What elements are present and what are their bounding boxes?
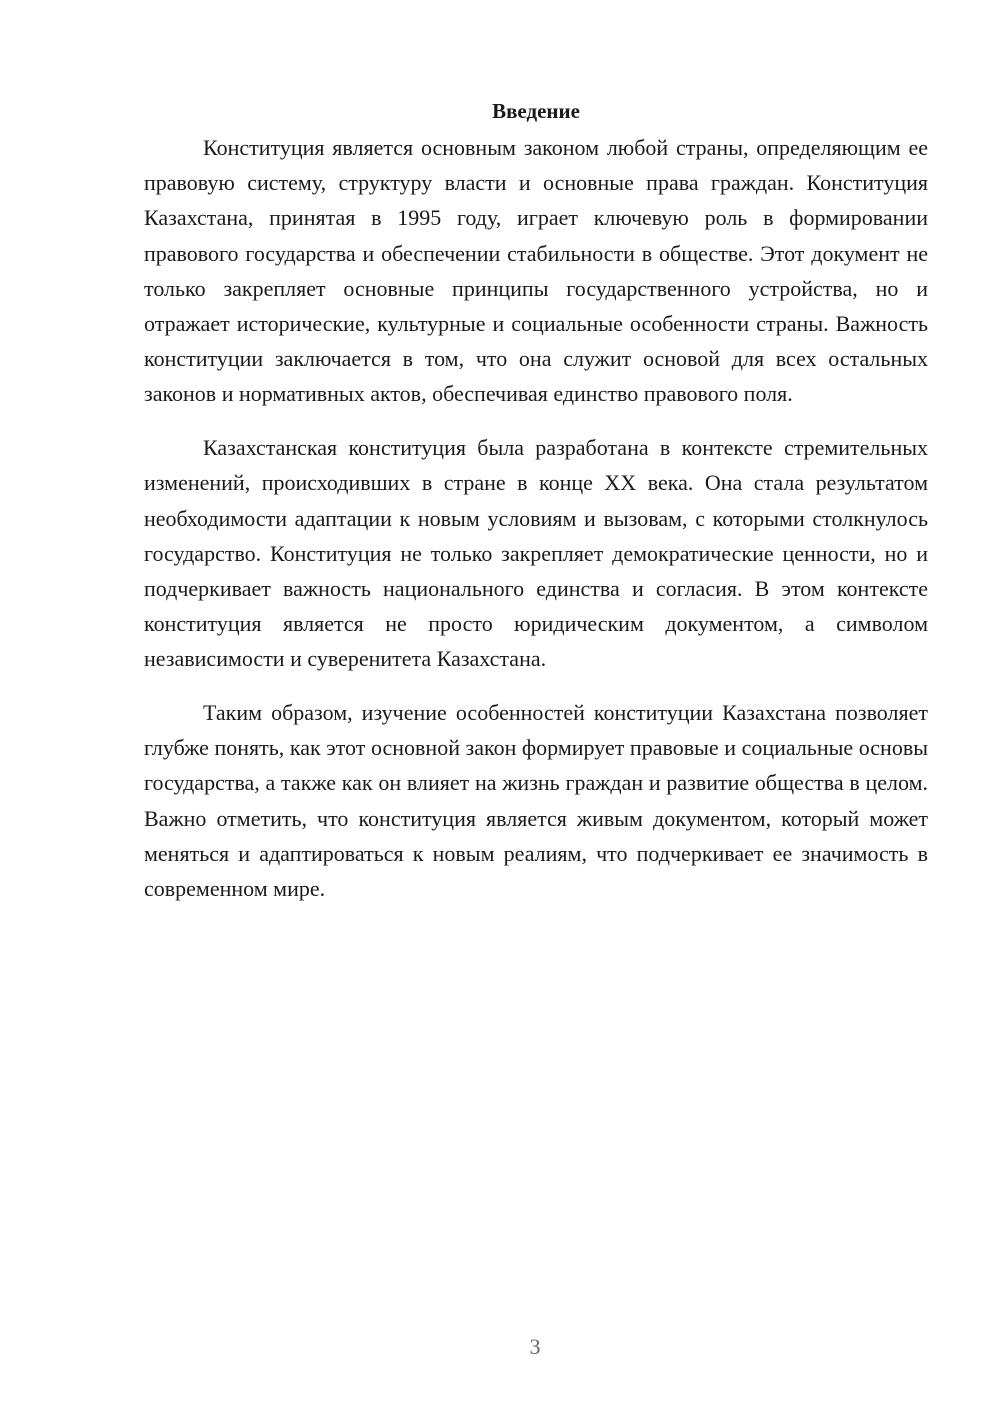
page-number: 3 xyxy=(529,1334,541,1359)
page-content xyxy=(144,96,928,925)
paragraph-3: Таким образом, изучение особенностей конституции Казахстана позволяет глубже понять, как этот основной закон формирует правовые и социальные основы государства, а также как он влияет на жизнь граждан и развитие общества в целом. Важно отметить, что конституция является живым документом, который может меняться и адаптироваться к новым реалиям, что подчеркивает ее значимость в современном мире. xyxy=(144,700,928,902)
paragraph-1: Конституция является основным законом любой страны, определяющим ее правовую систему, структуру власти и основные права граждан. Конституция Казахстана, принятая в 1995 году, играет ключевую роль в формировании правового государства и обеспечении стабильности в обществе. Этот документ не только закрепляет основные принципы государственного устройства, но и отражает исторические, культурные и социальные особенности страны. Важность конституции заключается в том, что она служит основой для всех остальных законов и нормативных актов, обеспечивая единство правового поля. xyxy=(144,135,928,407)
section-title: Введение xyxy=(492,99,580,123)
paragraph-2: Казахстанская конституция была разработана в контексте стремительных изменений, происходивших в стране в конце XX века. Она стала результатом необходимости адаптации к новым условиям и вызовам, с которыми столкнулось государство. Конституция не только закрепляет демократические ценности, но и подчеркивает важность национального единства и согласия. В этом контексте конституция является не просто юридическим документом, а символом независимости и суверенитета Казахстана. xyxy=(144,435,928,672)
